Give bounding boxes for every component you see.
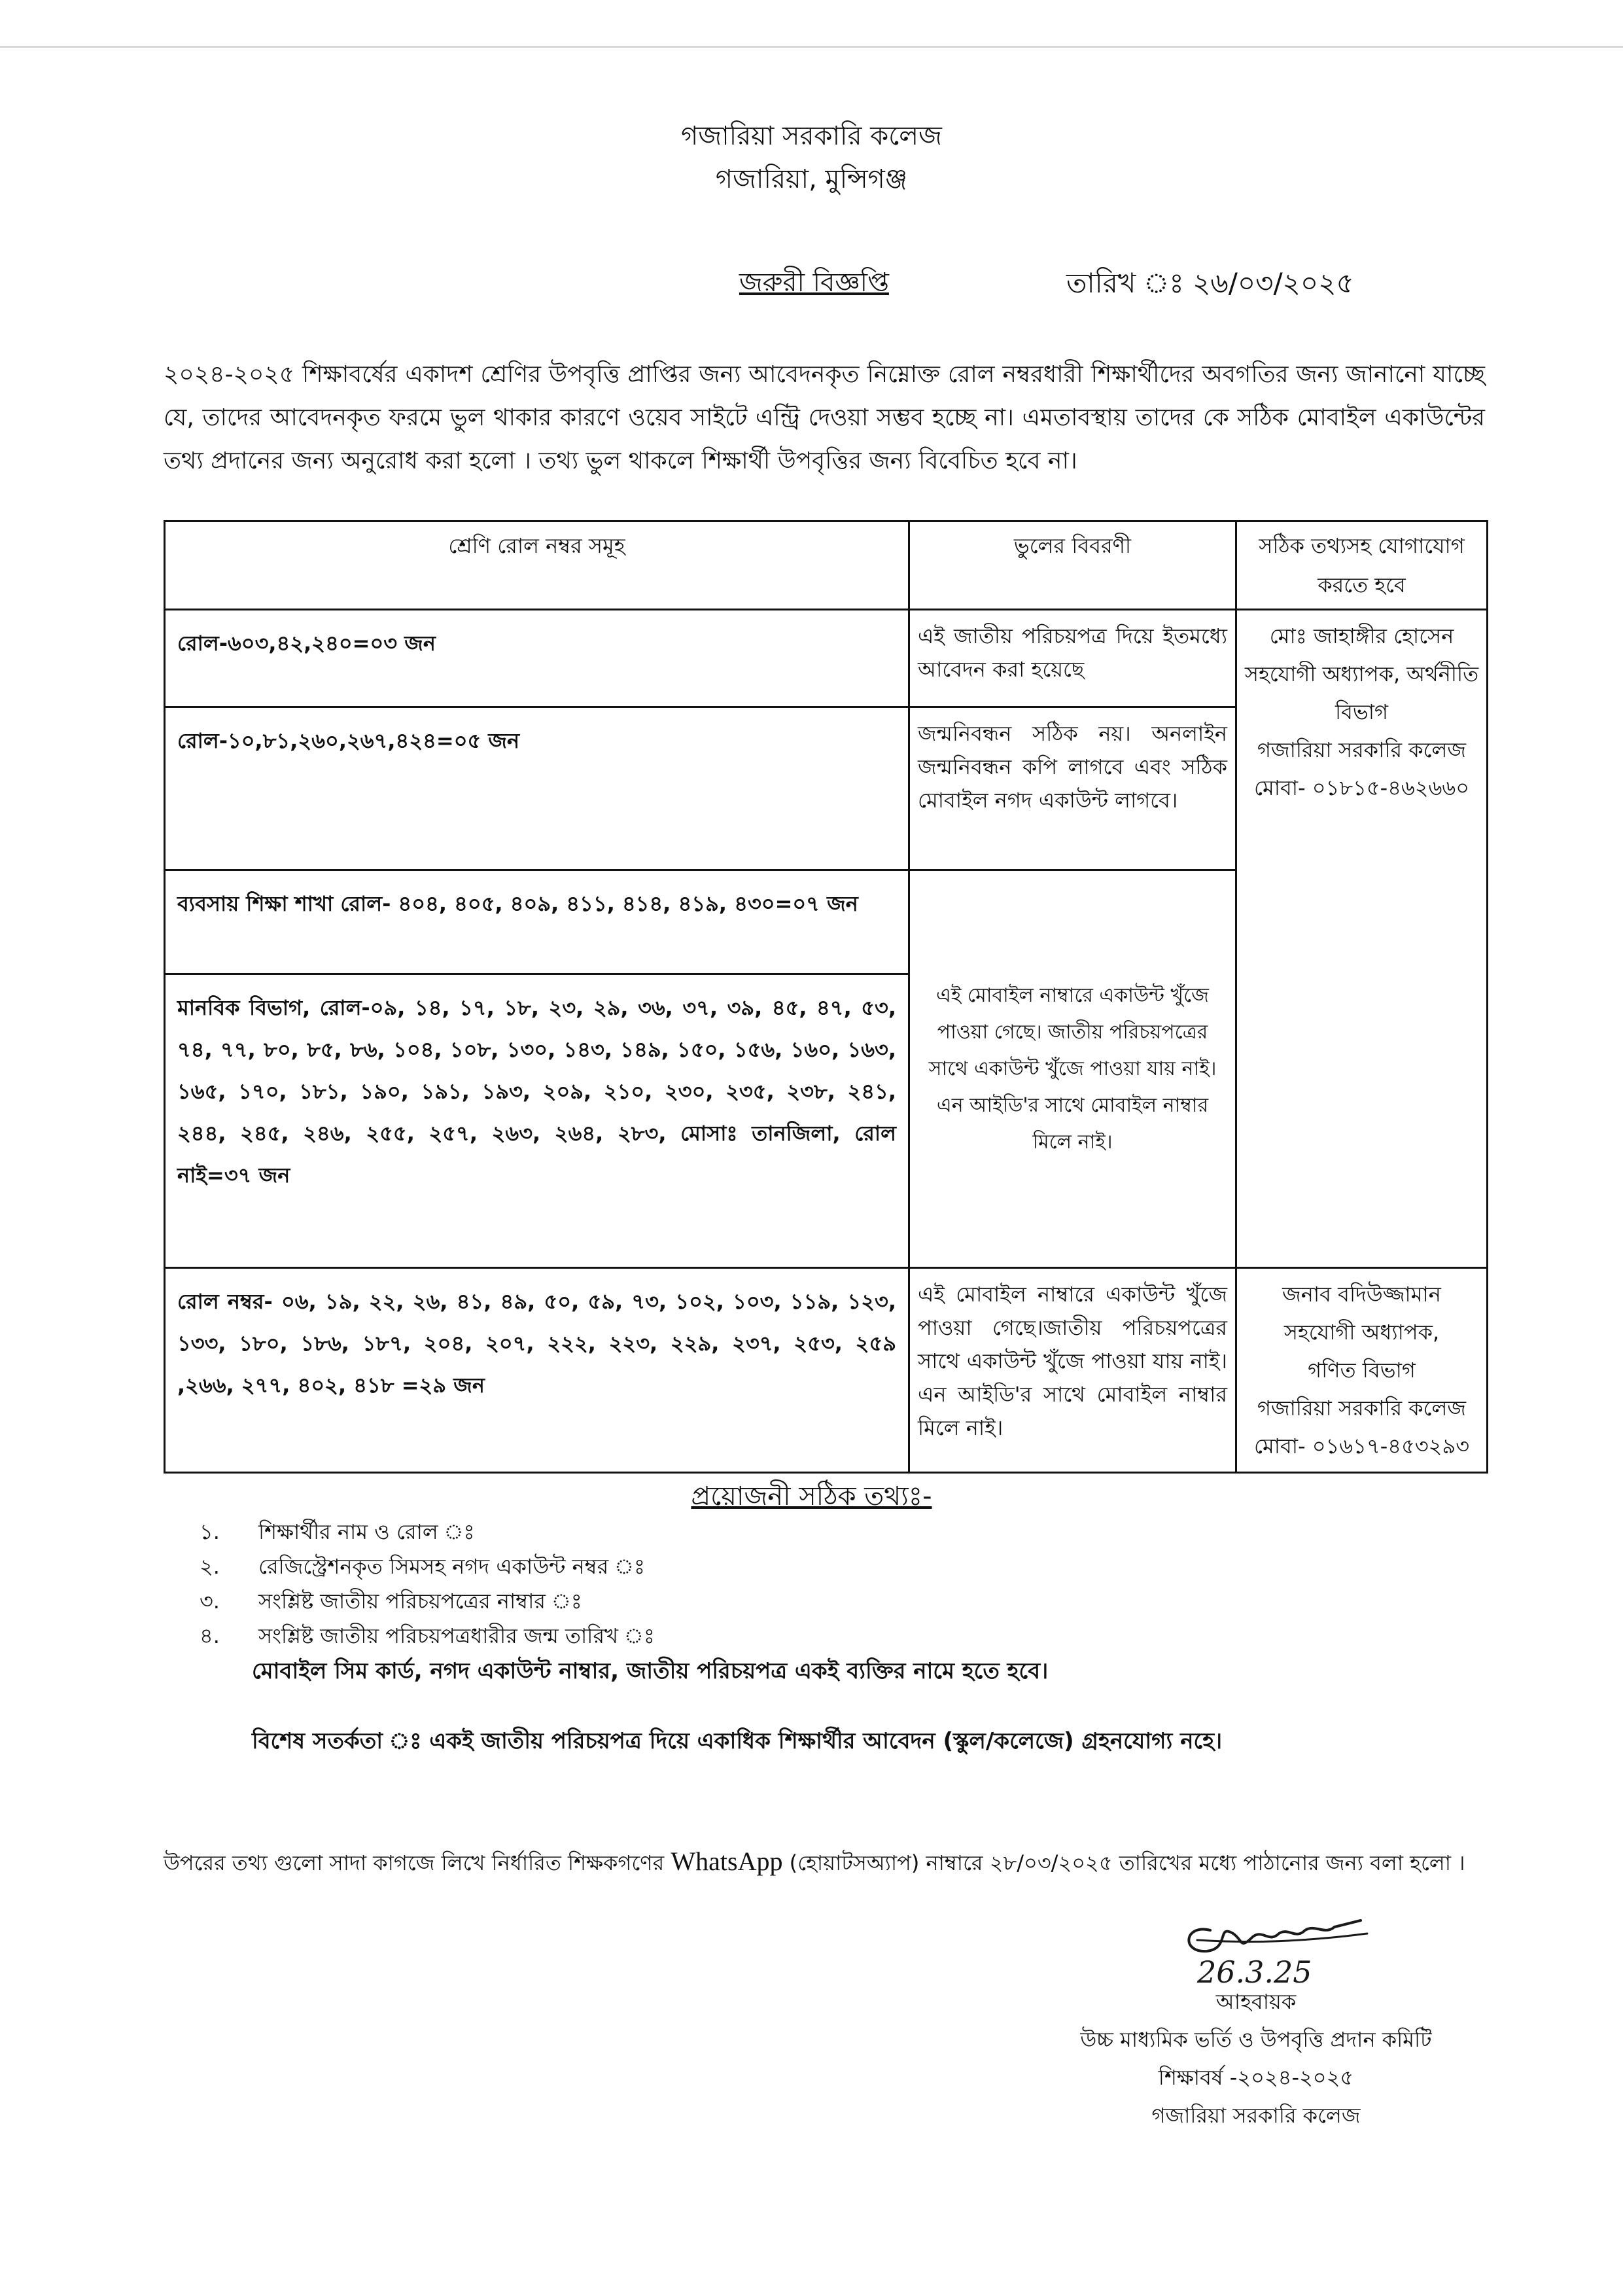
list-item	[200, 1584, 1475, 1619]
contact-designation: সহযোগী অধ্যাপক, অর্থনীতি বিভাগ	[1244, 662, 1479, 724]
signatory-block	[1021, 1983, 1492, 2134]
list-text: সংশ্লিষ্ট জাতীয় পরিচয়পত্রধারীর জন্ম তারিখ ঃ	[258, 1623, 655, 1648]
list-item	[200, 1549, 1475, 1584]
handwritten-signature	[1171, 1904, 1393, 1996]
signatory-committee: উচ্চ মাধ্যমিক ভর্তি ও উপবৃত্তি প্রদান কমিটি	[1080, 2027, 1432, 2052]
letterhead	[0, 115, 1623, 201]
list-text: সংশ্লিষ্ট জাতীয় পরিচয়পত্রের নাম্বার ঃ	[258, 1589, 582, 1614]
signatory-college: গজারিয়া সরকারি কলেজ	[1151, 2103, 1361, 2128]
header-roll: শ্রেণি রোল নম্বর সমূহ	[165, 521, 909, 610]
list-number: ৪.	[200, 1623, 220, 1648]
list-number: ৩.	[200, 1589, 220, 1614]
table-row	[165, 610, 1488, 707]
header-contact: সঠিক তথ্যসহ যোগাযোগ করতে হবে	[1236, 521, 1488, 610]
intro-paragraph: ২০২৪-২০২৫ শিক্ষাবর্ষের একাদশ শ্রেণির উপবৃত্তি প্রাপ্তির জন্য আবেদনকৃত নিম্নোক্ত রোল নম্বরধারী শিক্ষার্থীদের অবগতির জন্য জানানো যাচ্ছে যে, তাদের আবেদনকৃত ফরমে ভুল থাকার কারণে ওয়েব সাইটে এন্ট্রি দেওয়া সম্ভব হচ্ছে না। এমতাবস্থায় তাদের কে সঠিক মোবাইল একাউন্টের তথ্য প্রদানের জন্য অনুরোধ করা হলো । তথ্য ভুল থাকলে শিক্ষার্থী উপবৃত্তির জন্য বিবেচিত হবে না।	[164, 361, 1485, 474]
error-cell-merged: এই মোবাইল নাম্বারে একাউন্ট খুঁজে পাওয়া গেছে। জাতীয় পরিচয়পত্রের সাথে একাউন্ট খুঁজে পাওয়া যায় নাই। এন আইডি'র সাথে মোবাইল নাম্বার মিলে নাই।	[909, 870, 1236, 1268]
contact-name: জনাব বদিউজ্জামান	[1282, 1282, 1441, 1307]
contact-cell-2	[1236, 1268, 1488, 1473]
error-cell: জন্মনিবন্ধন সঠিক নয়। অনলাইন জন্মনিবন্ধন কপি লাগবে এবং সঠিক মোবাইল নগদ একাউন্ট লাগবে।	[909, 707, 1236, 870]
error-cell: এই জাতীয় পরিচয়পত্র দিয়ে ইতমধ্যে আবেদন করা হয়েছে	[909, 610, 1236, 707]
college-name: গজারিয়া সরকারি কলেজ	[681, 121, 942, 151]
contact-college: গজারিয়া সরকারি কলেজ	[1257, 737, 1466, 762]
contact-designation: সহযোগী অধ্যাপক,	[1283, 1320, 1440, 1345]
roll-cell: মানবিক বিভাগ, রোল-০৯, ১৪, ১৭, ১৮, ২৩, ২৯, ৩৬, ৩৭, ৩৯, ৪৫, ৪৭, ৫৩, ৭৪, ৭৭, ৮০, ৮৫, ৮৬, ১০৪, ১০৮, ১৩০, ১৪৩, ১৪৯, ১৫০, ১৫৬, ১৬০, ১৬৩, ১৬৫, ১৭০, ১৮১, ১৯০, ১৯১, ১৯৩, ২০৯, ২১০, ২৩০, ২৩৫, ২৩৮, ২৪১, ২৪৪, ২৪৫, ২৪৬, ২৫৫, ২৫৭, ২৬৩, ২৬৪, ২৮৩, মোসাঃ তানজিলা, রোল নাই=৩৭ জন	[165, 974, 909, 1268]
footer-instruction	[164, 1842, 1485, 1882]
scan-edge-line	[0, 46, 1623, 48]
roll-cell: রোল-১০,৮১,২৬০,২৬৭,৪২৪=০৫ জন	[165, 707, 909, 870]
required-info-title: প্রয়োজনী সঠিক তথ্যঃ-	[691, 1481, 932, 1511]
contact-department: গণিত বিভাগ	[1308, 1358, 1416, 1383]
contact-mobile: মোবা- ০১৮১৫-৪৬২৬৬০	[1253, 775, 1470, 800]
list-text: শিক্ষার্থীর নাম ও রোল ঃ	[258, 1519, 475, 1544]
contact-name: মোঃ জাহাঙ্গীর হোসেন	[1269, 624, 1454, 648]
required-info-list	[200, 1515, 1475, 1653]
list-item	[200, 1515, 1475, 1549]
notice-title-row	[0, 262, 1623, 308]
table-row	[165, 1268, 1488, 1473]
footer-text-after: (হোয়াটসঅ্যাপ) নাম্বারে ২৮/০৩/২০২৫ তারিখের মধ্যে পাঠানোর জন্য বলা হলো ।	[789, 1850, 1465, 1875]
roll-cell: রোল-৬০৩,৪২,২৪০=০৩ জন	[165, 610, 909, 707]
whatsapp-label: WhatsApp	[671, 1846, 783, 1876]
error-cell: এই মোবাইল নাম্বারে একাউন্ট খুঁজে পাওয়া গেছে।জাতীয় পরিচয়পত্রের সাথে একাউন্ট খুঁজে পাওয়া যায় নাই। এন আইডি'র সাথে মোবাইল নাম্বার মিলে নাই।	[909, 1268, 1236, 1473]
footer-text-before: উপরের তথ্য গুলো সাদা কাগজে লিখে নির্ধারিত শিক্ষকগণের	[164, 1850, 665, 1875]
roll-cell: ব্যবসায় শিক্ষা শাখা রোল- ৪০৪, ৪০৫, ৪০৯, ৪১১, ৪১৪, ৪১৯, ৪৩০=০৭ জন	[165, 870, 909, 974]
contact-college: গজারিয়া সরকারি কলেজ	[1257, 1396, 1466, 1421]
college-location: গজারিয়া, মুন্সিগঞ্জ	[715, 164, 908, 194]
list-number: ১.	[200, 1519, 220, 1544]
special-warning: বিশেষ সতর্কতা ঃ একই জাতীয় পরিচয়পত্র দিয়ে একাধিক শিক্ষার্থীর আবেদন (স্কুল/কলেজে) গ্রহনযোগ্য নহে।	[252, 1728, 1223, 1754]
list-text: রেজিস্ট্রেশনকৃত সিমসহ নগদ একাউন্ট নম্বর ঃ	[258, 1554, 646, 1579]
roll-cell: রোল নম্বর- ০৬, ১৯, ২২, ২৬, ৪১, ৪৯, ৫০, ৫৯, ৭৩, ১০২, ১০৩, ১১৯, ১২৩, ১৩৩, ১৮০, ১৮৬, ১৮৭, ২০৪, ২০৭, ২২২, ২২৩, ২২৯, ২৩৭, ২৫৩, ২৫৯ ,২৬৬, ২৭৭, ৪০২, ৪১৮ =২৯ জন	[165, 1268, 909, 1473]
signature-date: 26.3.25	[1197, 1954, 1312, 1990]
table-header-row	[165, 521, 1488, 610]
header-error: ভুলের বিবরণী	[909, 521, 1236, 610]
notice-title: জরুরী বিজ্ঞপ্তি	[739, 268, 889, 298]
contact-cell-1	[1236, 610, 1488, 1268]
list-number: ২.	[200, 1554, 220, 1579]
required-info-note: মোবাইল সিম কার্ড, নগদ একাউন্ট নাম্বার, জাতীয় পরিচয়পত্র একই ব্যক্তির নামে হতে হবে।	[252, 1658, 1049, 1684]
signatory-session: শিক্ষাবর্ষ -২০২৪-২০২৫	[1158, 2065, 1354, 2090]
roll-error-table	[164, 520, 1488, 1474]
contact-mobile: মোবা- ০১৬১৭-৪৫৩২৯৩	[1253, 1434, 1470, 1458]
notice-date: তারিখ ঃ ২৬/০৩/২০২৫	[1066, 267, 1354, 299]
signatory-role: আহবায়ক	[1215, 1989, 1297, 2014]
list-item	[200, 1619, 1475, 1653]
